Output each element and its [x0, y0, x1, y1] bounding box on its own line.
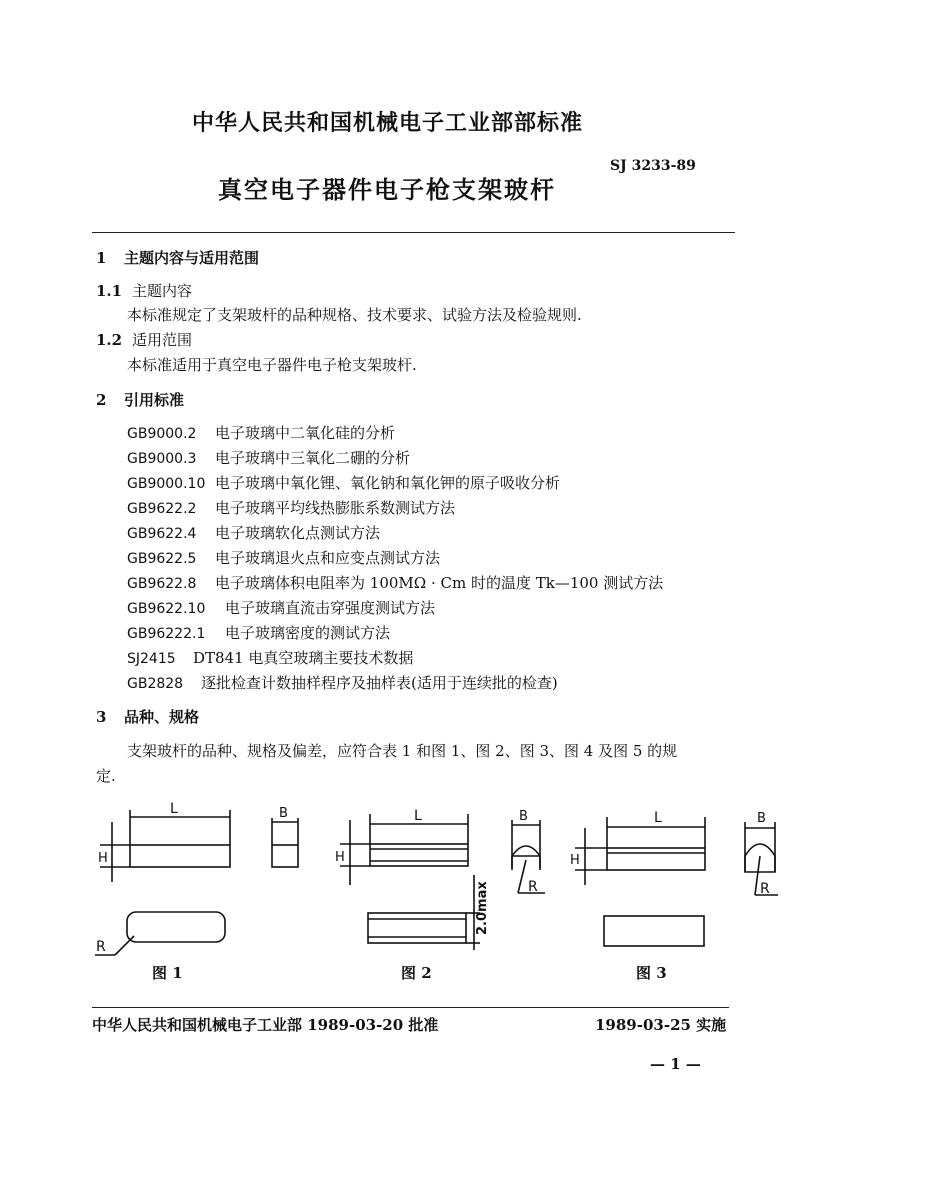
document-title: 真空电子器件电子枪支架玻杆	[218, 175, 556, 204]
reference-item: GB9622.4 电子玻璃软化点测试方法	[127, 524, 381, 542]
section-1-1-text: 本标准规定了支架玻杆的品种规格、技术要求、试验方法及检验规则.	[127, 306, 582, 324]
issuing-organization: 中华人民共和国机械电子工业部部标准	[192, 110, 584, 136]
figure-2	[335, 808, 545, 950]
figure-1-caption: 图 1	[152, 964, 183, 982]
reference-item: GB9622.2 电子玻璃平均线热膨胀系数测试方法	[127, 499, 456, 517]
fig3-width-label: B	[757, 811, 766, 826]
section-3-text-line-1: 支架玻杆的品种、规格及偏差，应符合表 1 和图 1、图 2、图 3、图 4 及图 5 的规	[127, 742, 678, 760]
fig1-width-label: B	[279, 806, 288, 821]
approval-line: 中华人民共和国机械电子工业部 1989-03-20 批准	[92, 1016, 439, 1034]
section-2-heading: 2 引用标准	[96, 391, 185, 409]
fig2-width-label: B	[519, 809, 528, 824]
section-3-text-line-2: 定.	[96, 767, 116, 785]
reference-item: GB9622.8 电子玻璃体积电阻率为 100MΩ · Cm 时的温度 Tk—100 测试方法	[127, 574, 664, 592]
effective-date: 1989-03-25 实施	[595, 1016, 727, 1034]
fig1-radius-label: R	[96, 939, 106, 955]
reference-item: GB9622.5 电子玻璃退火点和应变点测试方法	[127, 549, 441, 567]
fig2-length-label: L	[414, 808, 422, 824]
section-1-heading: 1 主题内容与适用范围	[96, 249, 260, 267]
reference-item: GB96222.1 电子玻璃密度的测试方法	[127, 624, 391, 642]
figure-1	[95, 801, 298, 955]
fig2-max-label: 2.0max	[475, 881, 490, 935]
reference-item: GB2828 逐批检查计数抽样程序及抽样表(适用于连续批的检查)	[127, 674, 558, 692]
fig2-radius-label: R	[528, 879, 538, 895]
fig2-height-label: H	[335, 850, 345, 865]
standard-code: SJ 3233-89	[610, 158, 696, 174]
reference-item: SJ2415 DT841 电真空玻璃主要技术数据	[127, 649, 414, 667]
reference-item: GB9622.10 电子玻璃直流击穿强度测试方法	[127, 599, 436, 617]
figure-2-caption: 图 2	[401, 964, 432, 982]
fig3-length-label: L	[654, 810, 662, 826]
reference-item: GB9000.3 电子玻璃中三氧化二硼的分析	[127, 449, 411, 467]
footer-rule	[92, 1007, 729, 1008]
reference-item: GB9000.10 电子玻璃中氧化锂、氧化钠和氧化钾的原子吸收分析	[127, 474, 561, 492]
section-1-1-heading: 1.1 主题内容	[96, 282, 193, 300]
fig3-height-label: H	[570, 853, 580, 868]
section-1-2-text: 本标准适用于真空电子器件电子枪支架玻杆.	[127, 356, 417, 374]
fig1-length-label: L	[170, 801, 178, 817]
section-3-heading: 3 品种、规格	[96, 708, 200, 726]
reference-item: GB9000.2 电子玻璃中二氧化硅的分析	[127, 424, 396, 442]
page-number: — 1 —	[650, 1055, 701, 1073]
figure-3-caption: 图 3	[636, 964, 667, 982]
figure-3	[570, 810, 778, 946]
section-1-2-heading: 1.2 适用范围	[96, 331, 193, 349]
fig1-height-label: H	[98, 851, 108, 866]
fig3-radius-label: R	[760, 881, 770, 897]
